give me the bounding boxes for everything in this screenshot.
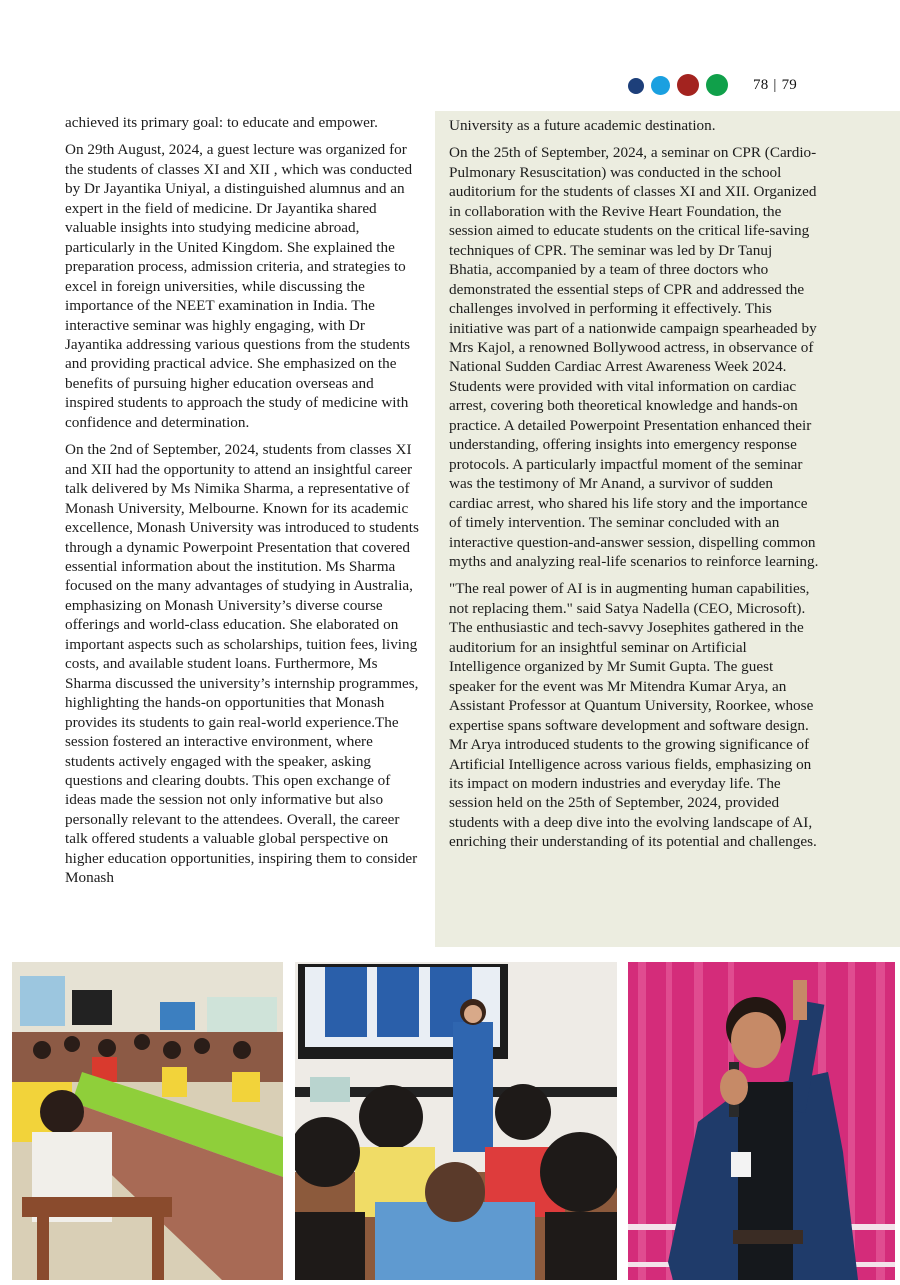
- paragraph-career-talk: On the 2nd of September, 2024, students from classes XI and XII had the opportunity to attend an insightful career talk delivered by Ms Nimika Sharma, a representative of Monash University, Melbourne. Known for its academic excellence, Monash University was introduced to students through a dynamic Powerpoint Presentation that covered essential information about the institution. Ms Sharma focused on the many advantages of studying in Australia, emphasizing on Monash University’s diverse course offerings and world-class education. She elaborated on important aspects such as scholarships, tuition fees, living costs, and available student loans. Furthermore, Ms Sharma discussed the university’s internship programmes, highlighting the hands-on opportunities that Monash provides its students to gain real-world experience.The session fostered an interactive environment, where students actively engaged with the speaker, asking questions and clearing doubts. This open exchange of ideas made the session not only informative but also personally relevant to the attendees. Overall, the career talk offered students a valuable global perspective on higher education opportunities, inspiring them to consider Monash: [65, 441, 419, 887]
- page-number-left: 78: [753, 76, 769, 93]
- page-separator: |: [773, 76, 777, 93]
- presenter-at-screen-photo: [295, 962, 617, 1280]
- page-numbers: [753, 77, 797, 94]
- paragraph-ai-seminar: "The real power of AI is in augmenting human capabilities, not replacing them." said Satya Nadella (CEO, Microsoft). The enthusiastic and tech-savvy Josephites gathered in the auditorium for an insightful seminar on Artificial Intelligence organized by Mr Sumit Gupta. The guest speaker for the event was Mr Mitendra Kumar Arya, an Assistant Professor at Quantum University, Roorkee, whose expertise spans software development and software design. Mr Arya introduced students to the growing significance of Artificial Intelligence across various fields, emphasizing on its impact on modern industries and everyday life. The session held on the 25th of September, 2024, provided students with a deep dive into the evolving landscape of AI, enriching their understanding of its potential and challenges.: [449, 580, 817, 851]
- green-dot-icon: [706, 74, 728, 96]
- page-number-right: 79: [781, 76, 798, 93]
- left-column: [65, 113, 425, 896]
- navy-dot-icon: [628, 78, 644, 94]
- blue-dot-icon: [651, 76, 670, 95]
- right-column: [449, 116, 819, 860]
- paragraph-continuation: achieved its primary goal: to educate and empower.: [65, 114, 378, 131]
- red-dot-icon: [677, 74, 699, 96]
- paragraph-continuation: University as a future academic destination.: [449, 117, 716, 134]
- paragraph-cpr-seminar: On the 25th of September, 2024, a seminar on CPR (Cardio-Pulmonary Resuscitation) was conducted in the school auditorium for the students of classes XI and XII. Organized in collaboration with the Revive Heart Foundation, the session aimed to educate students on the critical life-saving techniques of CPR. The seminar was led by Dr Tanuj Bhatia, accompanied by a team of three doctors who demonstrated the essential steps of CPR and addressed the challenges involved in performing it effectively. This initiative was part of a nationwide campaign spearheaded by Mrs Kajol, a renowned Bollywood actress, in observance of National Sudden Cardiac Arrest Awareness Week 2024. Students were provided with vital information on cardiac arrest, covering both theoretical knowledge and hands-on practice. A detailed Powerpoint Presentation enhanced their understanding, offering insights into emergency response protocols. A particularly impactful moment of the seminar was the testimony of Mr Anand, a survivor of sudden cardiac arrest, who shared his life story and the importance of timely intervention. The seminar concluded with an interactive question-and-answer session, dispelling common myths and analyzing real-life scenarios to reinforce learning.: [449, 144, 819, 570]
- page-header: [628, 74, 797, 96]
- paragraph-guest-lecture: On 29th August, 2024, a guest lecture was organized for the students of classes XI and XII , which was conducted by Dr Jayantika Uniyal, a distinguished alumnus and an expert in the field of medicine. Dr Jayantika shared valuable insights into studying medicine abroad, particularly in the United Kingdom. She explained the preparation process, admission criteria, and strategies to excel in foreign universities, while discussing the importance of the NEET examination in India. The interactive seminar was highly engaging, with Dr Jayantika addressing various questions from the students and providing practical advice. She emphasized on the benefits of pursuing higher education overseas and inspired students to approach the study of medicine with confidence and determination.: [65, 141, 413, 431]
- speaker-with-microphone-photo: [628, 962, 895, 1280]
- students-seated-in-classroom-photo: [12, 962, 283, 1280]
